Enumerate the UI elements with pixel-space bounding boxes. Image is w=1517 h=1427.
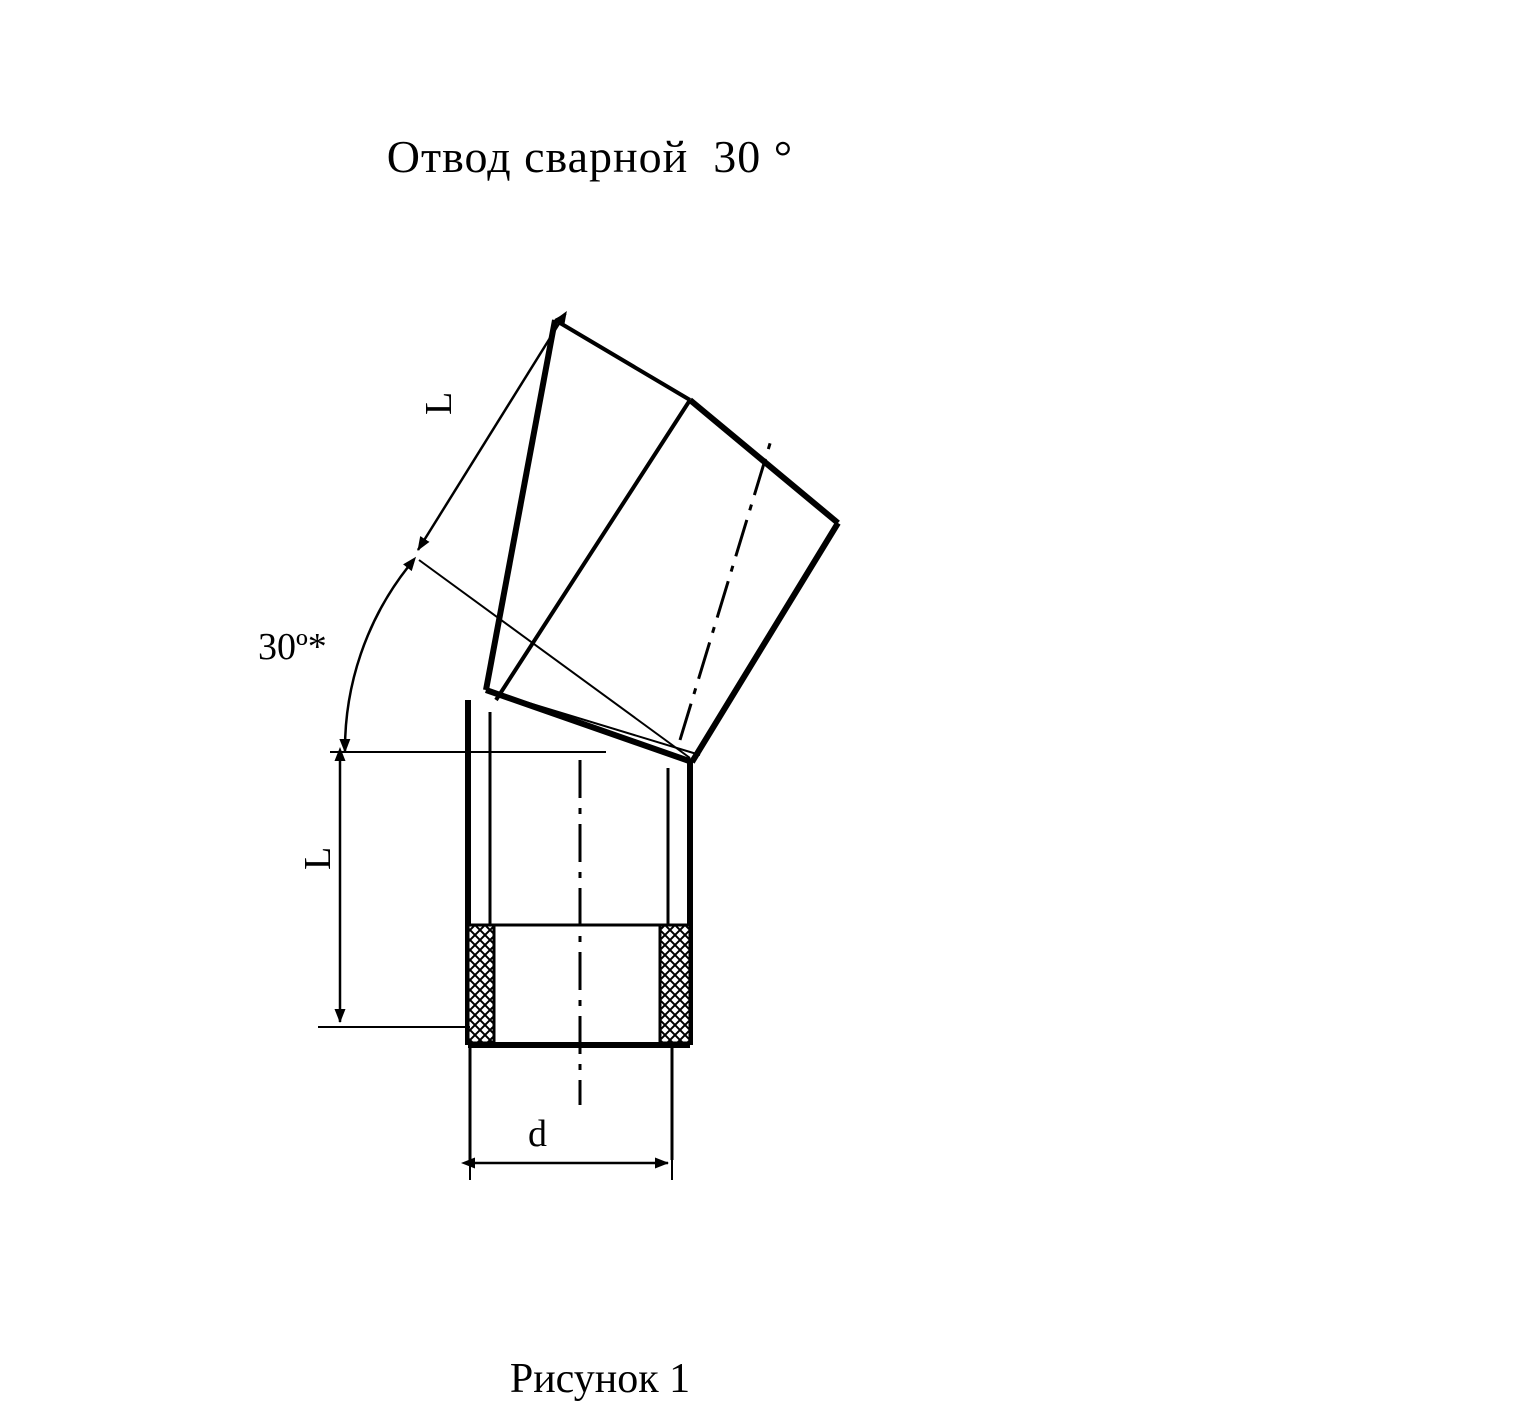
- figure-caption: Рисунок 1: [509, 1356, 691, 1402]
- angle-dimension-arc: [345, 567, 408, 752]
- label-upper-length: L: [418, 391, 460, 415]
- label-lower-length: L: [297, 846, 339, 870]
- dimension-lower-L: [318, 752, 606, 1027]
- upper-pipe-body: [486, 320, 838, 762]
- label-diameter: d: [528, 1113, 547, 1155]
- figure-title: Отвод сварной 30 °: [386, 131, 794, 182]
- label-angle: 30º*: [258, 626, 327, 668]
- dimension-diameter-d: [470, 1060, 672, 1180]
